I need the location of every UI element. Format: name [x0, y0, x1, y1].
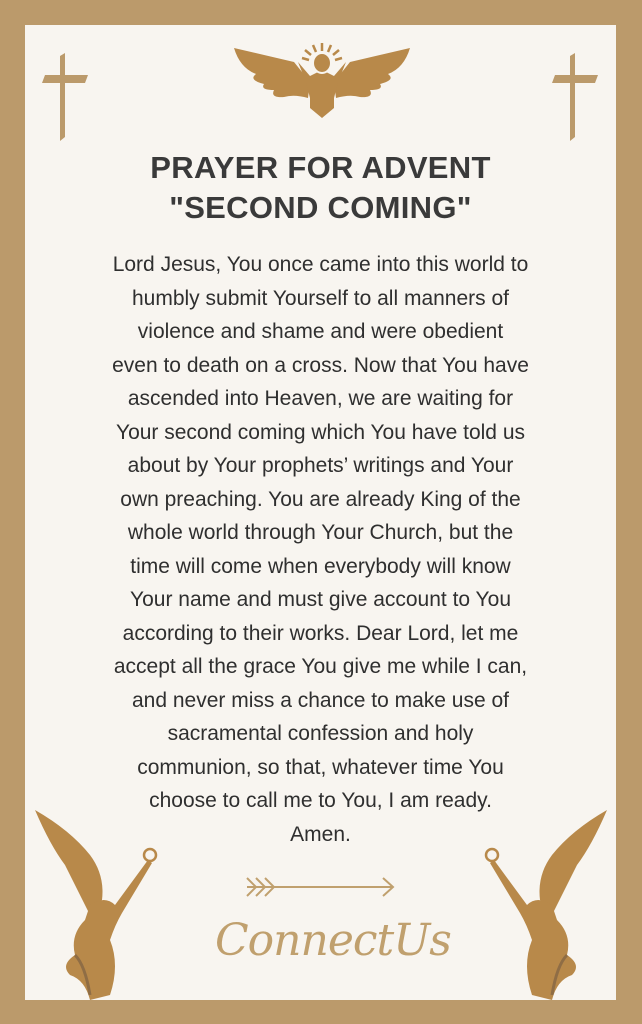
prayer-line: ascended into Heaven, we are waiting for — [127, 387, 514, 410]
prayer-line: about by Your prophets’ writings and Your — [127, 454, 514, 477]
prayer-line: Lord Jesus, You once came into this world to — [112, 253, 529, 276]
connectus-logo: ConnectUs — [215, 915, 451, 966]
prayer-line: own preaching. You are already King of the — [120, 487, 521, 511]
prayer-line: humbly submit Yourself to all manners of — [131, 286, 510, 310]
title-line: PRAYER FOR ADVENT — [150, 150, 491, 185]
prayer-line: communion, so that, whatever time You — [137, 755, 504, 779]
winged-emblem-icon — [234, 42, 410, 118]
prayer-line: Your second coming which You have told us — [115, 420, 525, 444]
angel-icon — [482, 805, 612, 1005]
prayer-line: time will come when everybody will know — [130, 554, 511, 578]
arrow-divider-icon — [245, 877, 397, 897]
prayer-line: choose to call me to You, I am ready. — [149, 789, 492, 812]
prayer-text — [25, 248, 616, 851]
cross-icon — [42, 53, 88, 141]
title-line: "SECOND COMING" — [169, 190, 472, 225]
prayer-line: Amen. — [290, 822, 351, 846]
cross-icon — [552, 53, 598, 141]
prayer-line: violence and shame and were obedient — [137, 320, 504, 343]
prayer-line: whole world through Your Church, but the — [127, 521, 514, 544]
prayer-title — [25, 148, 616, 228]
prayer-line: sacramental confession and holy — [167, 722, 474, 745]
prayer-line: Your name and must give account to You — [130, 588, 511, 611]
prayer-line: even to death on a cross. Now that You have — [112, 353, 529, 377]
prayer-line: and never miss a chance to make use of — [131, 688, 510, 712]
prayer-line: accept all the grace You give me while I can, — [113, 655, 528, 678]
prayer-line: according to their works. Dear Lord, let me — [122, 621, 519, 645]
angel-icon — [30, 805, 160, 1005]
